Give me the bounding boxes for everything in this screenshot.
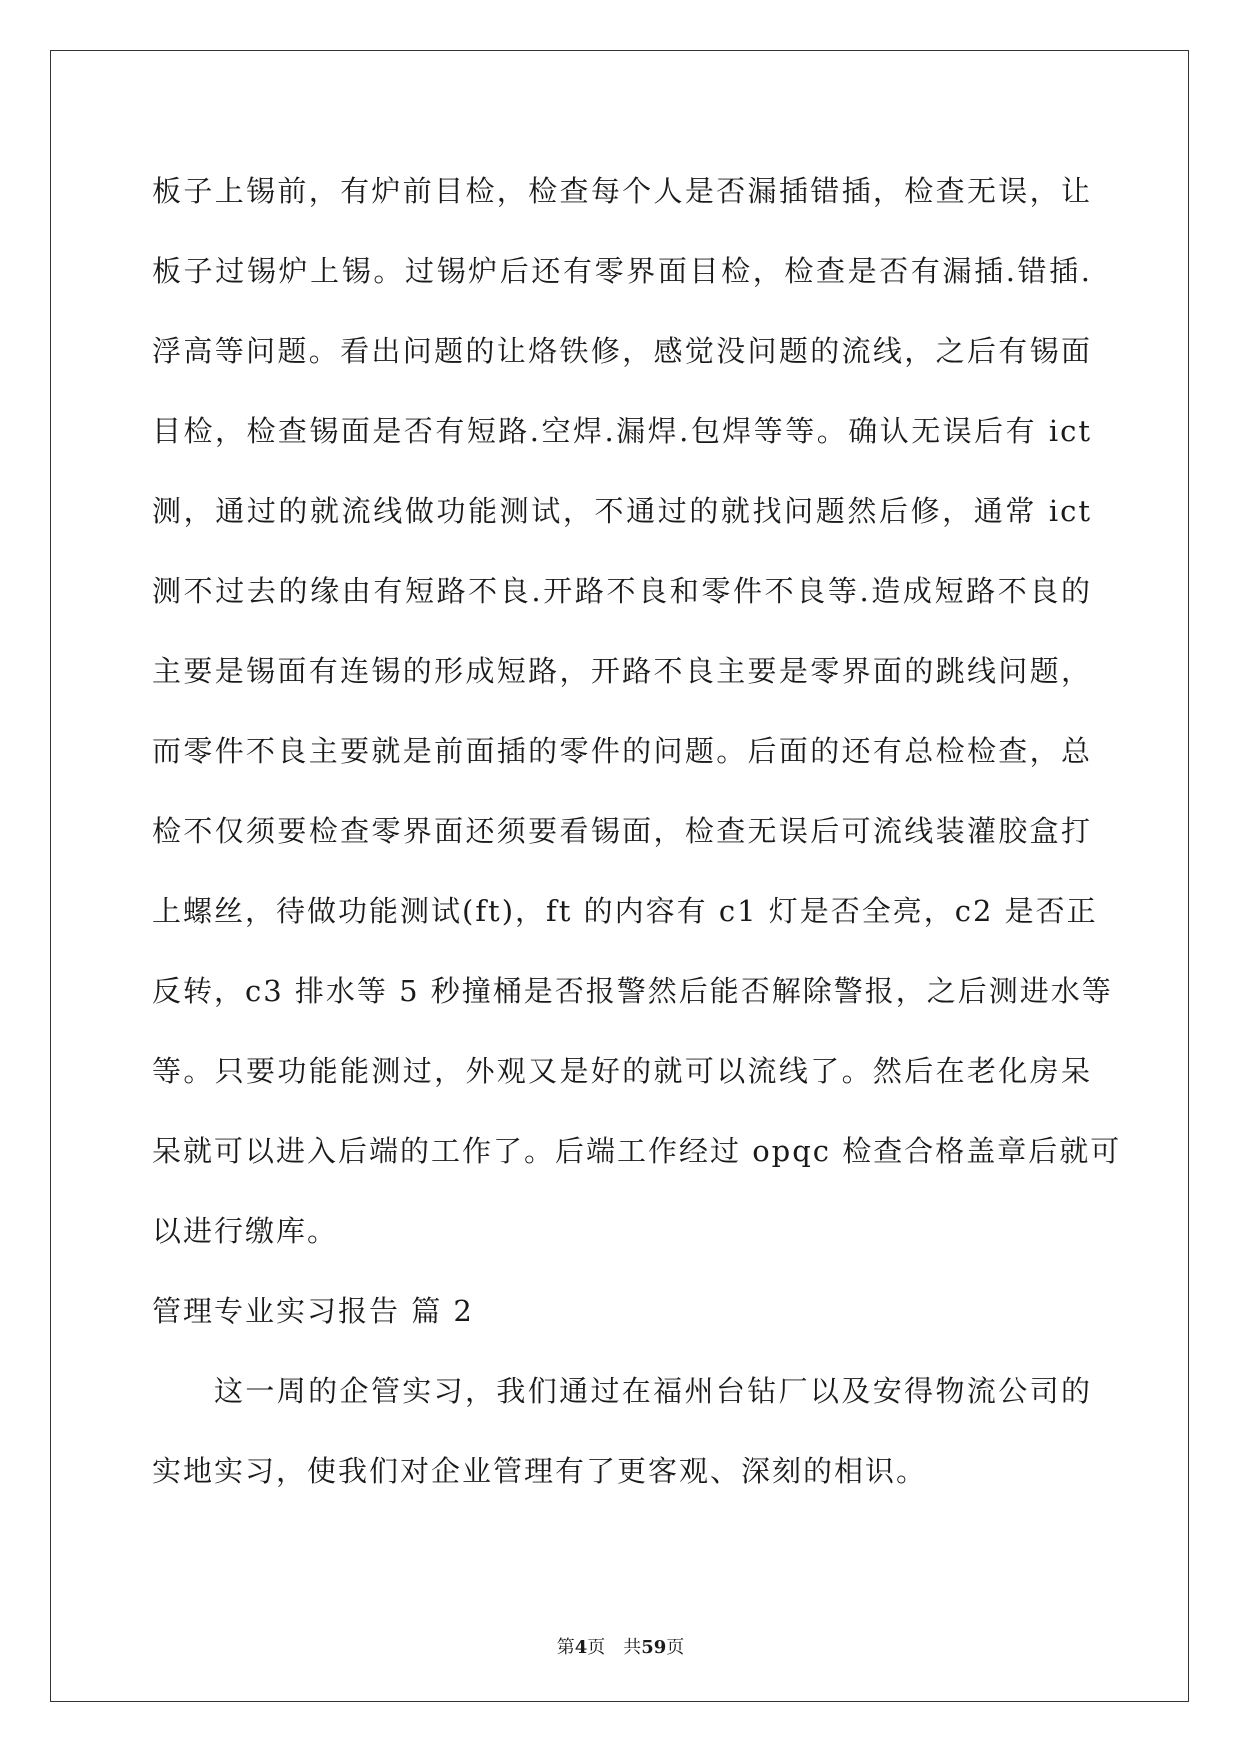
footer-suffix: 页 xyxy=(666,1637,685,1658)
body-line-13: 呆就可以进入后端的工作了。后端工作经过 opqc 检查合格盖章后就可 xyxy=(152,1134,1122,1168)
body-line-8: 而零件不良主要就是前面插的零件的问题。后面的还有总检检查，总 xyxy=(152,734,1092,768)
body-line-5: 测，通过的就流线做功能测试，不通过的就找问题然后修，通常 ict xyxy=(152,494,1092,528)
body-line-12: 等。只要功能能测过，外观又是好的就可以流线了。然后在老化房呆 xyxy=(152,1054,1092,1088)
body-line-9: 检不仅须要检查零界面还须要看锡面，检查无误后可流线装灌胶盒打 xyxy=(152,814,1092,848)
footer-mid: 页 共 xyxy=(587,1637,642,1658)
body-line-4: 目检，检查锡面是否有短路.空焊.漏焊.包焊等等。确认无误后有 ict xyxy=(152,414,1092,448)
body-line-3: 浮高等问题。看出问题的让烙铁修，感觉没问题的流线，之后有锡面 xyxy=(152,334,1092,368)
body-line-6: 测不过去的缘由有短路不良.开路不良和零件不良等.造成短路不良的 xyxy=(152,574,1092,608)
para2-line-1: 这一周的企管实习，我们通过在福州台钻厂以及安得物流公司的 xyxy=(214,1374,1092,1408)
para2-line-2: 实地实习，使我们对企业管理有了更客观、深刻的相识。 xyxy=(152,1454,928,1488)
body-line-11: 反转，c3 排水等 5 秒撞桶是否报警然后能否解除警报，之后测进水等 xyxy=(152,974,1113,1008)
footer-page-number: 4 xyxy=(574,1637,588,1658)
body-line-14: 以进行缴库。 xyxy=(152,1214,339,1248)
footer-prefix: 第 xyxy=(556,1637,575,1658)
page-footer xyxy=(0,1633,1241,1659)
document-body xyxy=(152,163,1122,1523)
body-line-2: 板子过锡炉上锡。过锡炉后还有零界面目检，检查是否有漏插.错插. xyxy=(152,254,1092,288)
footer-total-pages: 59 xyxy=(641,1637,667,1658)
body-line-7: 主要是锡面有连锡的形成短路，开路不良主要是零界面的跳线问题， xyxy=(152,654,1092,688)
body-line-10: 上螺丝，待做功能测试(ft)，ft 的内容有 c1 灯是否全亮，c2 是否正 xyxy=(152,894,1098,928)
body-line-1: 板子上锡前，有炉前目检，检查每个人是否漏插错插，检查无误，让 xyxy=(152,174,1092,208)
section-heading: 管理专业实习报告 篇 2 xyxy=(152,1294,474,1328)
